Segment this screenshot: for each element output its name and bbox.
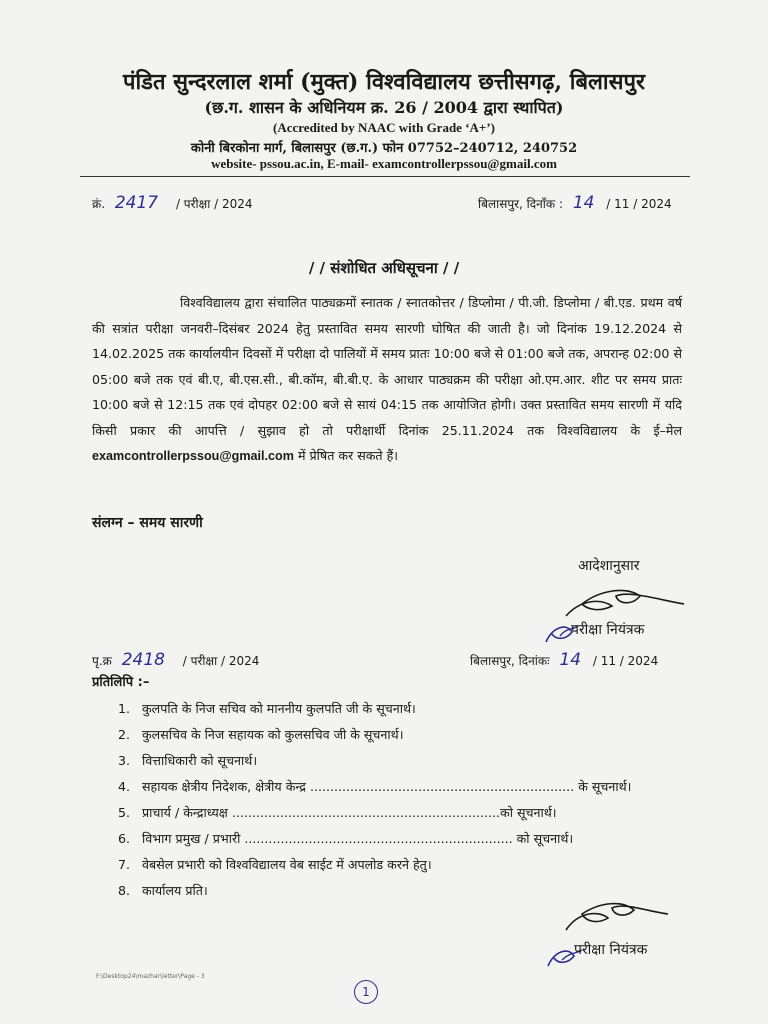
ref-suffix: / परीक्षा / 2024 [175, 197, 253, 211]
ref2-prefix: पृ.क्र [92, 654, 112, 668]
ref2-date-prefix: बिलासपुर, दिनांकः [470, 654, 550, 668]
list-item: 6. विभाग प्रमुख / प्रभारी ................................................................... को सूचनार्थ। [117, 831, 574, 846]
list-item: 2. कुलसचिव के निज सहायक को कुलसचिव जी के सूचनार्थ। [117, 727, 404, 742]
page-number-mark: 1 [354, 980, 378, 1004]
signatory-title-1: परीक्षा नियंत्रक [571, 622, 645, 638]
website-email-line: website- pssou.ac.in, E-mail- examcontrollerpssou@gmail.com [211, 156, 557, 171]
body-text: विश्वविद्यालय द्वारा संचालित पाठ्यक्रमों स्नातक / स्नातकोत्तर / डिप्लोमा / पी.जी. डिप्लोमा / बी.एड. प्रथम वर्ष की सत्रांत परीक्षा जनवरी–दिसंबर 2024 हेतु प्रस्तावित समय सारणी घोषित की जाती है। जो दिनांक 19.12.2024 से 14.02.2025 तक कार्यालयीन दिवसों में परीक्षा दो पालियों में समय प्रातः 10:00 बजे से 01:00 बजे तक, अपरान्ह 02:00 से 05:00 बजे तक एवं बी.ए, बी.एस.सी., बी.कॉम, बी.बी.ए. के आधार पाठ्यक्रम की परीक्षा ओ.एम.आर. शीट पर समय प्रातः 10:00 बजे से 12:15 तक एवं दोपहर 02:00 बजे से सायं 04:15 तक आयोजित होगी। उक्त प्रस्तावित समय सारणी में यदि किसी प्रकार की आपत्ति / सुझाव हो तो परीक्षार्थी दिनांक 25.11.2024 तक विश्वविद्यालय के ई–मेल [92, 295, 682, 438]
date-suffix: / 11 / 2024 [606, 197, 672, 211]
ref2-number-handwritten: 2418 [121, 650, 165, 670]
accreditation-line: (Accredited by NAAC with Grade ‘A+’) [273, 120, 495, 135]
signatory-title-2: परीक्षा नियंत्रक [574, 942, 648, 958]
body-text-end: में प्रेषित कर सकते हैं। [297, 448, 399, 463]
ref2-day-handwritten: 14 [559, 650, 582, 670]
ref-prefix: क्रं. [92, 197, 106, 211]
attachment-note: संलग्न – समय सारणी [92, 515, 203, 531]
copy-to-label: प्रतिलिपि :– [92, 675, 150, 690]
list-item: 5. प्राचार्य / केन्द्राध्यक्ष ...................................................................को सूचनार्थ। [117, 805, 557, 820]
university-title: पंडित सुन्दरलाल शर्मा (मुक्त) विश्वविद्यालय छत्तीसगढ़, बिलासपुर [122, 69, 645, 95]
date-prefix: बिलासपुर, दिनाँक : [478, 197, 563, 211]
exam-email: examcontrollerpssou@gmail.com [92, 449, 294, 463]
address-line: कोनी बिरकोना मार्ग, बिलासपुर (छ.ग.) फोन 07752–240712, 240752 [190, 141, 578, 156]
date-day-handwritten: 14 [572, 193, 595, 213]
list-item: 7. वेबसेल प्रभारी को विश्वविद्यालय वेब साईट में अपलोड करने हेतु। [117, 857, 432, 872]
list-item: 3. वित्ताधिकारी को सूचनार्थ। [117, 753, 258, 768]
list-item: 1. कुलपति के निज सचिव को माननीय कुलपति जी के सूचनार्थ। [117, 701, 416, 716]
list-item: 8. कार्यालय प्रति। [117, 883, 208, 898]
file-path-footer: F:\Desktop24\mazhar\letter\Page - 3 [96, 973, 205, 980]
ref2-date-suffix: / 11 / 2024 [592, 654, 659, 668]
notification-subject: / / संशोधित अधिसूचना / / [308, 259, 460, 277]
by-order-label: आदेशानुसार [578, 558, 640, 574]
ref-number-handwritten: 2417 [114, 193, 159, 213]
list-item: 4. सहायक क्षेत्रीय निदेशक, क्षेत्रीय केन्द्र .................................................................. के सूचनार्थ। [117, 779, 632, 794]
ref2-suffix: / परीक्षा / 2024 [182, 654, 260, 668]
establishment-line: (छ.ग. शासन के अधिनियम क्र. 26 / 2004 द्वारा स्थापित) [204, 98, 564, 117]
